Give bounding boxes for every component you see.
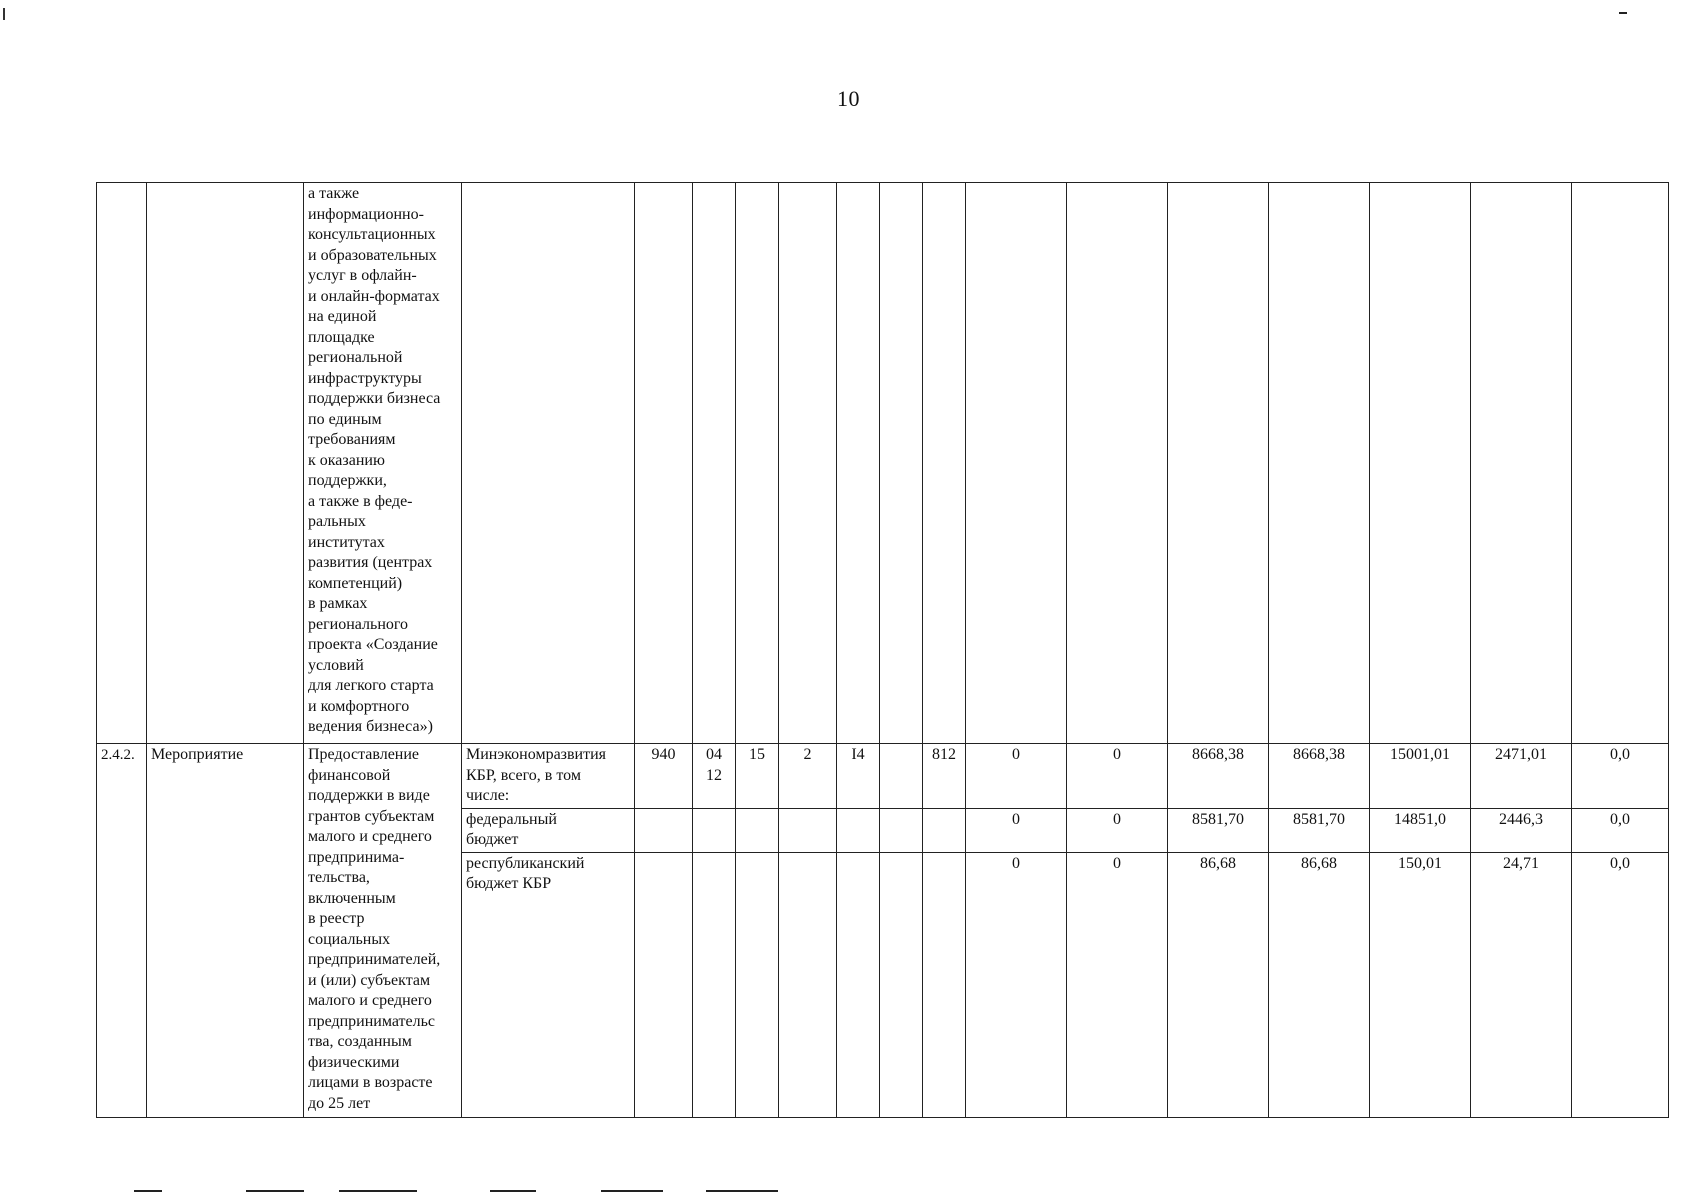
vr-federal bbox=[923, 808, 966, 852]
cell-value-4 bbox=[1269, 183, 1370, 744]
rzpr-total: 04 12 bbox=[693, 744, 736, 809]
value-3-federal: 8581,70 bbox=[1168, 808, 1269, 852]
value-2-total: 0 bbox=[1067, 744, 1168, 809]
footer-line bbox=[490, 1190, 536, 1192]
footer-scan-lines bbox=[0, 1190, 1697, 1194]
value-1-federal: 0 bbox=[966, 808, 1067, 852]
csr-4-republic bbox=[880, 852, 923, 1117]
vr-total: 812 bbox=[923, 744, 966, 809]
cell-value-3 bbox=[1168, 183, 1269, 744]
footer-line bbox=[339, 1190, 417, 1192]
cell-description bbox=[304, 183, 462, 744]
source-total: Минэкономразвития КБР, всего, в том числе: bbox=[462, 744, 635, 809]
scan-mark-left bbox=[3, 8, 5, 20]
source-federal: федеральный бюджет bbox=[462, 808, 635, 852]
grbs-federal bbox=[635, 808, 693, 852]
value-7-total: 0,0 bbox=[1572, 744, 1669, 809]
footer-line bbox=[601, 1190, 663, 1192]
footer-line bbox=[706, 1190, 778, 1192]
value-6-republic: 24,71 bbox=[1471, 852, 1572, 1117]
rzpr-republic bbox=[693, 852, 736, 1117]
footer-line bbox=[246, 1190, 304, 1192]
cell-csr-2 bbox=[779, 183, 837, 744]
cell-source bbox=[462, 183, 635, 744]
cell-rzpr bbox=[693, 183, 736, 744]
cell-value-2 bbox=[1067, 183, 1168, 744]
cell-csr-4 bbox=[880, 183, 923, 744]
csr-3-republic bbox=[837, 852, 880, 1117]
rzpr-federal bbox=[693, 808, 736, 852]
cell-value-5 bbox=[1370, 183, 1471, 744]
cell-value-7 bbox=[1572, 183, 1669, 744]
cell-vr bbox=[923, 183, 966, 744]
value-3-republic: 86,68 bbox=[1168, 852, 1269, 1117]
value-5-federal: 14851,0 bbox=[1370, 808, 1471, 852]
csr-4-total bbox=[880, 744, 923, 809]
csr-4-federal bbox=[880, 808, 923, 852]
value-4-federal: 8581,70 bbox=[1269, 808, 1370, 852]
continued-description: а также информационно- консультационных и образовательных услуг в офлайн- и онлайн-форматах на единой площадке региональной инфраструктуры поддержки бизнеса по единым требованиям к оказанию поддержки, а также в феде- ральных институтах развития (центрах компетенций) в рамках регионального проекта «Создание условий для легкого старта и комфортного ведения бизнеса») bbox=[308, 185, 441, 735]
cell-csr-1 bbox=[736, 183, 779, 744]
table-row-continuation bbox=[97, 183, 1669, 744]
value-2-republic: 0 bbox=[1067, 852, 1168, 1117]
scan-mark-top bbox=[1619, 12, 1627, 14]
source-republic: республиканский бюджет КБР bbox=[462, 852, 635, 1117]
measure-type: Мероприятие bbox=[147, 744, 304, 1118]
value-6-federal: 2446,3 bbox=[1471, 808, 1572, 852]
cell-value-6 bbox=[1471, 183, 1572, 744]
csr-3-federal bbox=[837, 808, 880, 852]
csr-2-republic bbox=[779, 852, 837, 1117]
grbs-total: 940 bbox=[635, 744, 693, 809]
csr-3-total: I4 bbox=[837, 744, 880, 809]
value-3-total: 8668,38 bbox=[1168, 744, 1269, 809]
csr-1-federal bbox=[736, 808, 779, 852]
cell-code bbox=[97, 183, 147, 744]
value-7-federal: 0,0 bbox=[1572, 808, 1669, 852]
measure-code: 2.4.2. bbox=[97, 744, 147, 1118]
grbs-republic bbox=[635, 852, 693, 1117]
value-1-republic: 0 bbox=[966, 852, 1067, 1117]
value-4-republic: 86,68 bbox=[1269, 852, 1370, 1117]
footer-line bbox=[134, 1190, 162, 1192]
cell-value-1 bbox=[966, 183, 1067, 744]
value-6-total: 2471,01 bbox=[1471, 744, 1572, 809]
measure-description-cell bbox=[304, 744, 462, 1118]
csr-2-total: 2 bbox=[779, 744, 837, 809]
value-5-total: 15001,01 bbox=[1370, 744, 1471, 809]
measure-description: Предоставление финансовой поддержки в виде грантов субъектам малого и среднего предпринима- тельства, включенным в реестр социальных предпринимателей, и (или) субъектам малого и среднего предпринимательс тва, созданным физическими лицами в возрасте до 25 лет bbox=[308, 746, 441, 1112]
csr-2-federal bbox=[779, 808, 837, 852]
value-2-federal: 0 bbox=[1067, 808, 1168, 852]
cell-grbs bbox=[635, 183, 693, 744]
cell-csr-3 bbox=[837, 183, 880, 744]
budget-table bbox=[96, 182, 1669, 1118]
csr-1-republic bbox=[736, 852, 779, 1117]
table-row-total bbox=[97, 744, 1669, 809]
cell-type bbox=[147, 183, 304, 744]
value-7-republic: 0,0 bbox=[1572, 852, 1669, 1117]
value-5-republic: 150,01 bbox=[1370, 852, 1471, 1117]
vr-republic bbox=[923, 852, 966, 1117]
csr-1-total: 15 bbox=[736, 744, 779, 809]
value-1-total: 0 bbox=[966, 744, 1067, 809]
page-number: 10 bbox=[837, 86, 860, 111]
value-4-total: 8668,38 bbox=[1269, 744, 1370, 809]
